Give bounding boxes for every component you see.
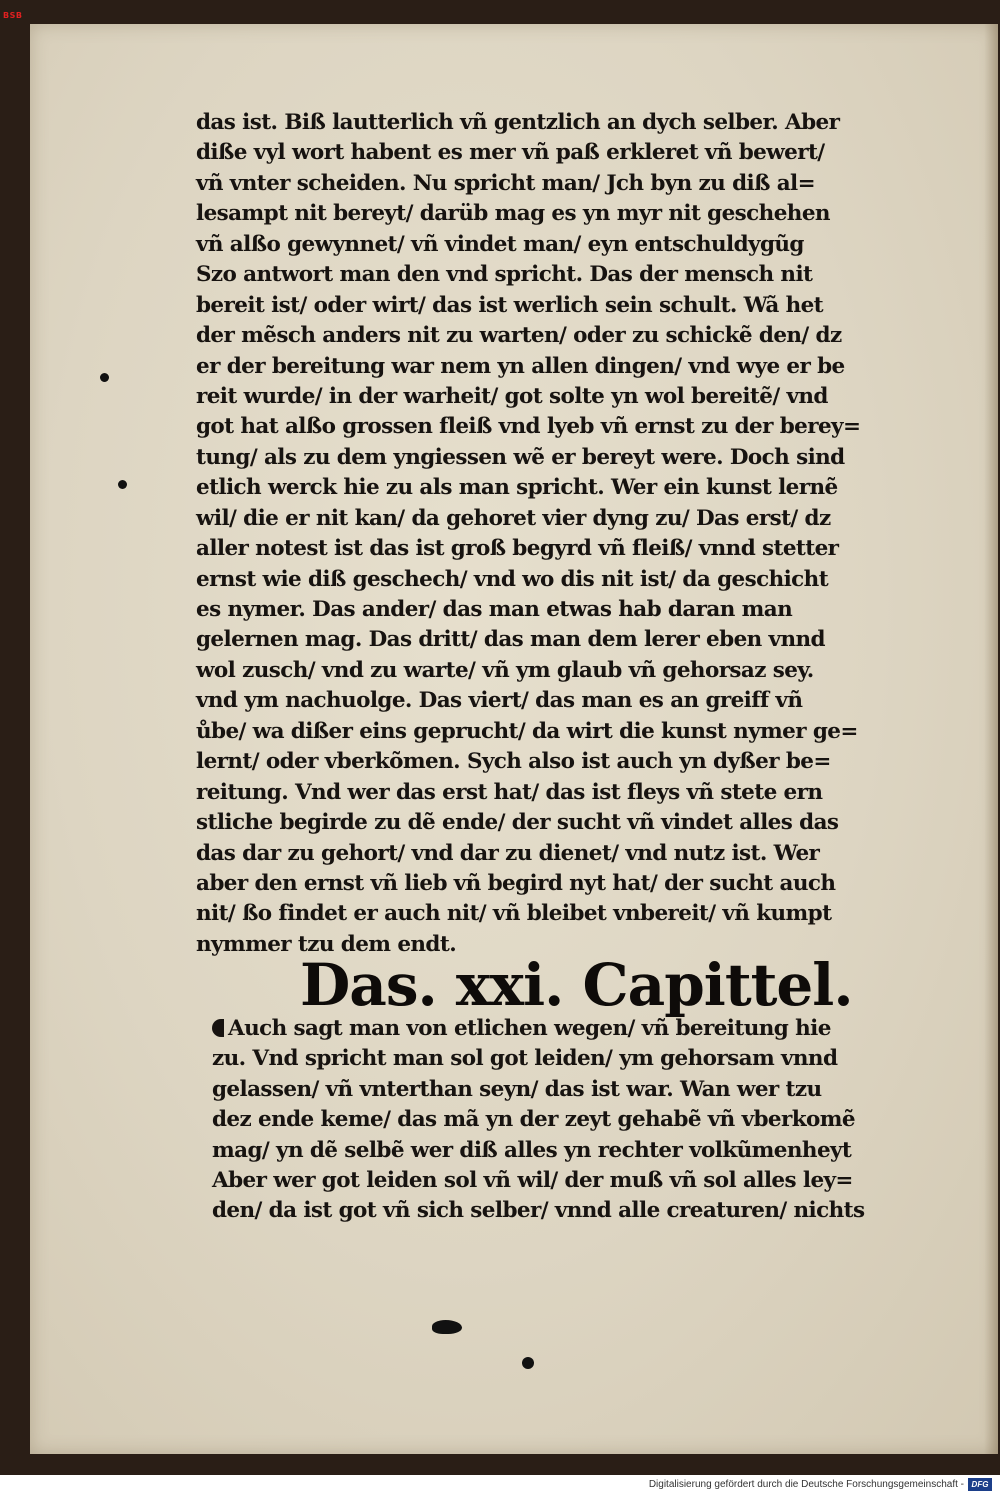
margin-ink-dot: [100, 373, 109, 382]
footer-credit: Digitalisierung gefördert durch die Deutsche Forschungsgemeinschaft -: [648, 1479, 964, 1490]
text-line: [196, 382, 896, 412]
text-line-content: der mẽsch anders nit zu warten/ oder zu schickẽ den/ dz: [196, 323, 842, 349]
text-line-content: es nymer. Das ander/ das man etwas hab daran man: [196, 597, 793, 622]
text-line-content: tung/ als zu dem yngiessen wẽ er bereyt were. Doch sind: [196, 444, 845, 470]
text-line-content: nit/ ßo findet er auch nit/ vñ bleibet vnbereit/ vñ kumpt: [196, 901, 832, 927]
text-line: [212, 1105, 902, 1135]
text-line-content: mag/ yn dẽ selbẽ wer diß alles yn rechter volkũmenheyt: [212, 1137, 852, 1163]
text-line-content: got hat alßo grossen fleiß vnd lyeb vñ ernst zu der berey=: [196, 414, 861, 440]
text-line: [196, 260, 896, 290]
dfg-logo: DFG: [968, 1478, 992, 1491]
text-line-content: wil/ die er nit kan/ da gehoret vier dyng zu/ Das erst/ dz: [196, 505, 831, 531]
text-line: [196, 899, 896, 929]
text-line-content: gelernen mag. Das dritt/ das man dem lerer eben vnnd: [196, 627, 825, 653]
text-line-content: gelassen/ vñ vnterthan seyn/ das ist war. Wan wer tzu: [212, 1076, 822, 1102]
text-line: [196, 352, 896, 382]
text-line: [196, 808, 896, 838]
text-line-content: lernt/ oder vberkõmen. Sych also ist auch yn dyßer be=: [196, 749, 831, 775]
text-line: [196, 656, 896, 686]
text-line-content: vñ vnter scheiden. Nu spricht man/ Jch byn zu diß al=: [196, 170, 816, 196]
text-line: [212, 1166, 902, 1196]
text-line: [212, 1014, 902, 1044]
text-line-content: nymmer tzu dem endt.: [196, 931, 457, 957]
text-line: [212, 1136, 902, 1166]
text-line: [196, 625, 896, 655]
margin-ink-dot: [118, 480, 127, 489]
text-line-content: Aber wer got leiden sol vñ wil/ der muß vñ sol alles ley=: [212, 1167, 853, 1193]
text-line: [196, 169, 896, 199]
text-line: [196, 443, 896, 473]
digitization-footer: [0, 1475, 1000, 1495]
text-line-content: reitung. Vnd wer das erst hat/ das ist fleys vñ stete ern: [196, 779, 823, 805]
text-line-content: dez ende keme/ das mã yn der zeyt gehabẽ vñ vberkomẽ: [212, 1107, 855, 1133]
text-line: [196, 504, 896, 534]
text-line: [212, 1075, 902, 1105]
library-mark: BSB: [3, 11, 23, 20]
text-line-content: vnd ym nachuolge. Das viert/ das man es an greiff vñ: [196, 688, 803, 714]
text-line: [196, 869, 896, 899]
text-line-content: zu. Vnd spricht man sol got leiden/ ym gehorsam vnnd: [212, 1046, 838, 1072]
text-line-content: aber den ernst vñ lieb vñ begird nyt hat/ der sucht auch: [196, 870, 836, 896]
page-edge-shadow: [984, 24, 998, 1454]
text-line: [196, 473, 896, 503]
text-line-content: aller notest ist das ist groß begyrd vñ fleiß/ vnnd stetter: [196, 536, 839, 562]
text-line: [196, 230, 896, 260]
page-ink-blot: [432, 1320, 462, 1334]
text-line-content: Szo antwort man den vnd spricht. Das der mensch nit: [196, 262, 813, 288]
paragraph-mark-icon: [212, 1019, 224, 1037]
text-line: [196, 778, 896, 808]
text-line: [196, 747, 896, 777]
text-line-content: das ist. Biß lautterlich vñ gentzlich an dych selber. Aber: [196, 110, 840, 135]
text-line-content: etlich werck hie zu als man spricht. Wer ein kunst lernẽ: [196, 475, 838, 501]
text-line: [196, 839, 896, 869]
chapter-text: [212, 1014, 902, 1227]
text-line-content: er der bereitung war nem yn allen dingen/ vnd wye er be: [196, 353, 845, 379]
text-line: [196, 717, 896, 747]
text-line-content: ernst wie diß geschech/ vnd wo dis nit ist/ da geschicht: [196, 566, 829, 592]
text-line-content: bereit ist/ oder wirt/ das ist werlich sein schult. Wã het: [196, 292, 824, 318]
text-line-content: diße vyl wort habent es mer vñ paß erkleret vñ bewert/: [196, 140, 825, 166]
text-line-content: Auch sagt man von etlichen wegen/ vñ bereitung hie: [228, 1016, 831, 1041]
text-line: [212, 1196, 902, 1226]
text-line: [196, 199, 896, 229]
text-line: [196, 108, 896, 138]
text-line: [196, 565, 896, 595]
text-line-content: wol zusch/ vnd zu warte/ vñ ym glaub vñ gehorsaz sey.: [196, 657, 814, 683]
text-line: [196, 534, 896, 564]
text-line-content: ůbe/ wa dißer eins geprucht/ da wirt die kunst nymer ge=: [196, 718, 858, 744]
text-line: [196, 412, 896, 442]
body-text: [196, 108, 896, 960]
text-line-content: reit wurde/ in der warheit/ got solte yn wol bereitẽ/ vnd: [196, 383, 828, 409]
text-line-content: stliche begirde zu dẽ ende/ der sucht vñ vindet alles das: [196, 810, 839, 836]
text-line: [196, 321, 896, 351]
text-line-content: vñ alßo gewynnet/ vñ vindet man/ eyn entschuldygũg: [196, 231, 804, 257]
text-line: [196, 595, 896, 625]
text-line: [196, 138, 896, 168]
text-line-content: lesampt nit bereyt/ darüb mag es yn myr nit geschehen: [196, 201, 830, 227]
chapter-heading: Das. xxi. Capittel.: [300, 951, 853, 1019]
text-line: [196, 291, 896, 321]
text-line-content: den/ da ist got vñ sich selber/ vnnd alle creaturen/ nichts: [212, 1198, 865, 1224]
text-line: [196, 686, 896, 716]
text-line: [212, 1044, 902, 1074]
text-line-content: das dar zu gehort/ vnd dar zu dienet/ vnd nutz ist. Wer: [196, 840, 820, 866]
page-ink-dot: [522, 1357, 534, 1369]
